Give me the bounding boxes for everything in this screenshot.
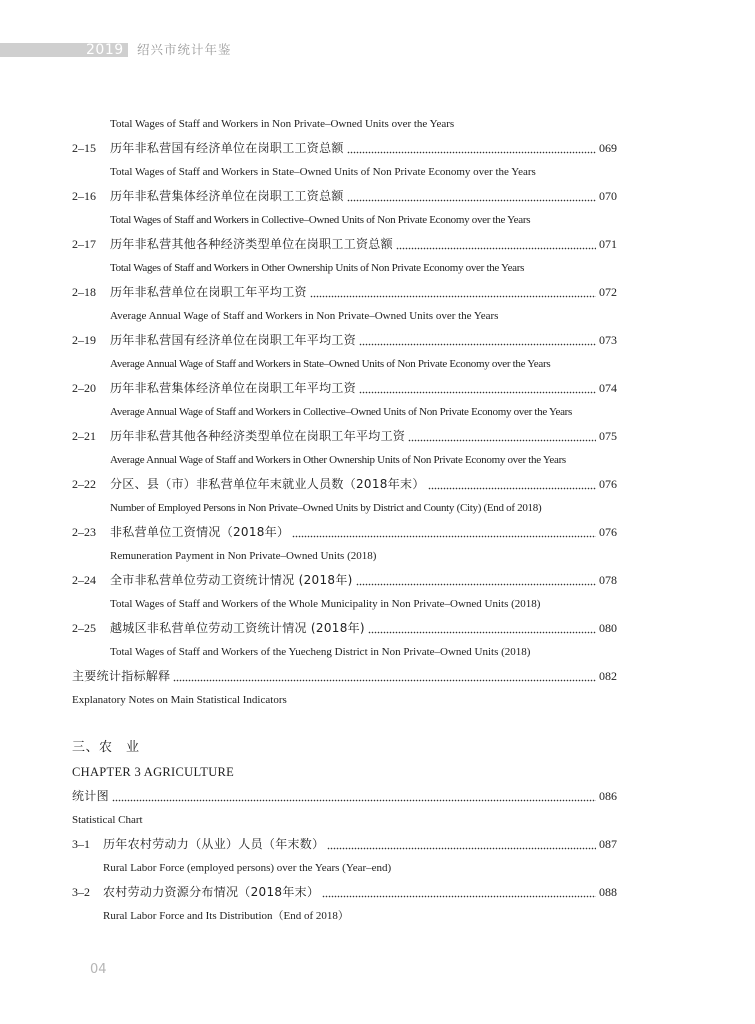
entry-title-cn: 历年非私营国有经济单位在岗职工工资总额: [110, 141, 344, 155]
dot-leader: [359, 376, 596, 400]
toc-entry-2-21: [0, 424, 755, 448]
entry-number: 2–15: [72, 141, 96, 155]
entry-title-en: Average Annual Wage of Staff and Workers in Other Ownership Units of Non Private Economy over the Years: [110, 454, 566, 466]
entry-title-cn: 历年非私营单位在岗职工年平均工资: [110, 285, 307, 299]
entry-page-number: 075: [599, 429, 617, 443]
toc-entry-en: [0, 640, 755, 664]
toc-entry-en: [0, 112, 755, 136]
toc-entry-en: [0, 592, 755, 616]
toc-entry-en: [0, 256, 755, 280]
entry-page-number: 088: [599, 885, 617, 899]
dot-leader: [428, 472, 596, 496]
entry-number: 3–2: [72, 885, 90, 899]
chapter-title-cn: 三、农 业: [72, 740, 140, 755]
dot-leader: [112, 784, 596, 808]
toc-entry-statistical-chart: [0, 784, 755, 808]
toc-entry-2-25: [0, 616, 755, 640]
toc-entry-en: [0, 160, 755, 184]
entry-title-cn: 历年非私营其他各种经济类型单位在岗职工年平均工资: [110, 429, 406, 443]
entry-page-number: 087: [599, 837, 617, 851]
dot-leader: [310, 280, 596, 304]
entry-title-en: Explanatory Notes on Main Statistical Indicators: [72, 694, 287, 706]
entry-title-en: Average Annual Wage of Staff and Workers in Collective–Owned Units of Non Private Economy over the Years: [110, 406, 573, 418]
entry-number: 2–23: [72, 525, 96, 539]
entry-page-number: 076: [599, 525, 617, 539]
dot-leader: [396, 232, 596, 256]
entry-title-en: Average Annual Wage of Staff and Workers in Non Private–Owned Units over the Years: [110, 310, 499, 322]
entry-title-en: Total Wages of Staff and Workers of the Yuecheng District in Non Private–Owned Units (2018): [110, 646, 531, 658]
toc-entry-en: [0, 400, 755, 424]
entry-title-cn: 历年非私营集体经济单位在岗职工年平均工资: [110, 381, 357, 395]
dot-leader: [359, 328, 596, 352]
entry-number: 2–16: [72, 189, 96, 203]
toc-entry-en: [0, 496, 755, 520]
toc-entry-2-15: [0, 136, 755, 160]
entry-title-cn: 历年非私营国有经济单位在岗职工年平均工资: [110, 333, 357, 347]
entry-page-number: 080: [599, 621, 617, 635]
toc-entry-3-2: [0, 880, 755, 904]
toc-entry-en: [0, 856, 755, 880]
toc-entry-en: [0, 352, 755, 376]
toc-entry-en: [0, 304, 755, 328]
toc-entry-2-18: [0, 280, 755, 304]
entry-title-en: Total Wages of Staff and Workers in Non Private–Owned Units over the Years: [110, 118, 455, 130]
entry-page-number: 076: [599, 477, 617, 491]
toc-entry-2-20: [0, 376, 755, 400]
entry-title-en: Rural Labor Force and Its Distribution（End of 2018）: [103, 910, 349, 922]
entry-number: 2–25: [72, 621, 96, 635]
entry-title-en: Rural Labor Force (employed persons) over the Years (Year–end): [103, 862, 392, 874]
entry-title-cn: 分区、县（市）非私营单位年末就业人员数（2018年末）: [110, 477, 425, 491]
toc-entry-en: [0, 448, 755, 472]
entry-number: 2–21: [72, 429, 96, 443]
toc-entry-notes: [0, 664, 755, 688]
toc-entry-3-1: [0, 832, 755, 856]
entry-page-number: 074: [599, 381, 617, 395]
entry-number: 2–18: [72, 285, 96, 299]
entry-page-number: 086: [599, 789, 617, 803]
entry-title-cn: 历年农村劳动力（从业）人员（年末数）: [103, 837, 325, 851]
toc-entry-2-19: [0, 328, 755, 352]
dot-leader: [173, 664, 596, 688]
dot-leader: [347, 136, 596, 160]
dot-leader: [327, 832, 596, 856]
toc-entry-en: [0, 808, 755, 832]
toc-entry-en: [0, 544, 755, 568]
spacer: [0, 712, 755, 736]
dot-leader: [368, 616, 596, 640]
toc-entry-en: [0, 904, 755, 928]
entry-number: 2–20: [72, 381, 96, 395]
entry-title-cn: 农村劳动力资源分布情况（2018年末）: [103, 885, 320, 899]
header-year: 2019: [86, 42, 124, 58]
toc-entry-en: [0, 688, 755, 712]
entry-page-number: 071: [599, 237, 617, 251]
toc-entry-2-16: [0, 184, 755, 208]
entry-title-en: Average Annual Wage of Staff and Workers in State–Owned Units of Non Private Economy over the Years: [110, 358, 551, 370]
entry-page-number: 078: [599, 573, 617, 587]
entry-title-en: Total Wages of Staff and Workers in Other Ownership Units of Non Private Economy over the Years: [110, 262, 525, 274]
dot-leader: [408, 424, 596, 448]
dot-leader: [292, 520, 596, 544]
dot-leader: [347, 184, 596, 208]
entry-title-cn: 全市非私营单位劳动工资统计情况 (2018年): [110, 573, 353, 587]
chapter-title-en: CHAPTER 3 AGRICULTURE: [72, 765, 235, 779]
entry-page-number: 082: [599, 669, 617, 683]
entry-page-number: 070: [599, 189, 617, 203]
header-title: 绍兴市统计年鉴: [137, 42, 232, 57]
entry-page-number: 072: [599, 285, 617, 299]
toc-entry-2-23: [0, 520, 755, 544]
entry-number: 3–1: [72, 837, 90, 851]
page-number: 04: [90, 962, 107, 977]
entry-number: 2–17: [72, 237, 96, 251]
entry-number: 2–22: [72, 477, 96, 491]
toc-entry-2-22: [0, 472, 755, 496]
entry-title-cn: 主要统计指标解释: [72, 669, 171, 683]
entry-page-number: 069: [599, 141, 617, 155]
entry-title-cn: 非私营单位工资情况（2018年）: [110, 525, 290, 539]
toc-entry-2-24: [0, 568, 755, 592]
entry-title-en: Remuneration Payment in Non Private–Owned Units (2018): [110, 550, 377, 562]
entry-title-cn: 越城区非私营单位劳动工资统计情况 (2018年): [110, 621, 365, 635]
entry-title-cn: 统计图: [72, 789, 109, 803]
entry-title-en: Total Wages of Staff and Workers of the Whole Municipality in Non Private–Owned Units (2018): [110, 598, 541, 610]
entry-title-cn: 历年非私营集体经济单位在岗职工工资总额: [110, 189, 344, 203]
entry-title-en: Number of Employed Persons in Non Private–Owned Units by District and County (City) (End of 2018): [110, 502, 542, 514]
toc-entry-en: [0, 208, 755, 232]
dot-leader: [356, 568, 596, 592]
entry-title-en: Total Wages of Staff and Workers in State–Owned Units of Non Private Economy over the Years: [110, 166, 536, 178]
table-of-contents: [0, 112, 755, 928]
entry-number: 2–19: [72, 333, 96, 347]
entry-title-cn: 历年非私营其他各种经济类型单位在岗职工工资总额: [110, 237, 393, 251]
entry-title-en: Statistical Chart: [72, 814, 143, 826]
entry-page-number: 073: [599, 333, 617, 347]
dot-leader: [322, 880, 596, 904]
toc-entry-2-17: [0, 232, 755, 256]
entry-number: 2–24: [72, 573, 96, 587]
entry-title-en: Total Wages of Staff and Workers in Collective–Owned Units of Non Private Economy over the Years: [110, 214, 531, 226]
